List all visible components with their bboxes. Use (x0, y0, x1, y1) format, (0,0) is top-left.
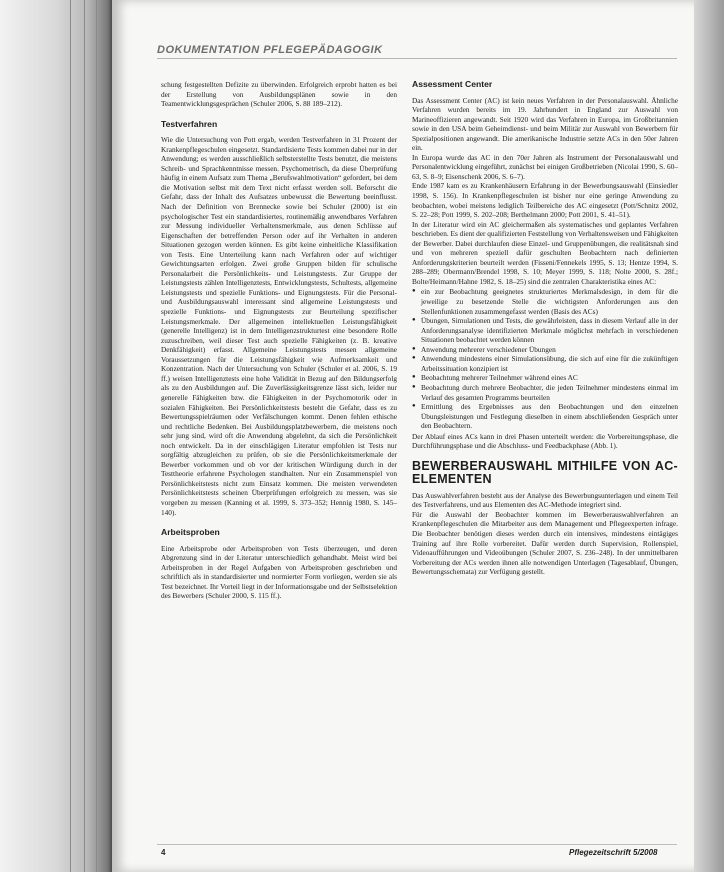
list-item: ● Beobachtung durch mehrere Beobachter, die jeden Teilnehmer mindestens einmal im Verlauf des gesamten Programms beurteilen (412, 383, 678, 402)
testverfahren-text: Wie die Untersuchung von Pott ergab, werden Testverfahren in 31 Prozent der Krankenpflegeschulen eingesetzt. Standardisierte Tests kommen dabei nur in der Anwendung; es werden ausschließlich selbsterstellte Tests benutzt, die meistens Schreib- und Sprachkenntnisse messen. Psychometrisch, da diese Überprüfung häufig in einem Aufsatz zum Thema „Berufswahlmotivation“ gefordert, bei dem die Motivation selbst mit dem Text nicht erfasst werden soll. Beforscht die Gefahr, dass der Inhalt des Aufsatzes unbewusst die Bewertung beeinflusst. Nach der Definition von Brennecke sowie bei Schuler (2000) ist ein psychologischer Test ein standardisiertes, routinemäßig anwendbares Verfahren zur Messung individueller Verhaltensmerkmale, aus denen Schlüsse auf Eigenschaften der betreffenden Person oder auf ihr Verhalten in anderen Situationen gezogen werden können. Es gibt keine einheitliche Klassifikation von Tests. Eine Unterteilung kann nach Verfahren oder auf wichtiger Gewichtungsarten erfolgen. Zwei große Gruppen bilden für schulische Personalarbeit die Persönlichkeits- und Leistungstests. Zur Gruppe der Leistungstests zählen Intelligenztests, Entwicklungstests, Schultests, allgemeine Leistungstests und spezielle Funktions- und Eignungstests. Für die Personal- und Ausbildungsauswahl interessant sind allgemeine Leistungstests und spezielle Funktions- und Eignungstests zur Beurteilung spezifischer Leistungsmerkmale. Der allgemeinen intellektuellen Leistungsfähigkeit (generelle Intelligenz) ist in dem Intelligenzstrukturtest eine besondere Rolle zuzuschreiben, weil dieser Test auch spezielle Fähigkeiten (z. B. kreative Denkfähigkeit) erfasst. Allgemeine Leistungstests messen allgemeine Voraussetzungen für die Leistungsfähigkeit wie Aufmerksamkeit und Konzentration. Nach der Untersuchung von Schuler (Schuler et al. 2006, S. 19 ff.) weisen Intelligenztests eine hohe Validität in Bezug auf den Bildungserfolg als zu den Ausbildungen auf. Die Zuverlässigkeitsgrenze lässt sich, leider nur generelle Fähigkeiten bzw. die Fähigkeiten in der Psychomotorik oder in sozialen Fähigkeiten. Bei Persönlichkeitstests besteht die Gefahr, dass es zu Bewertungsspielräumen oder Verfälschungen kommt. Denen fehlen ethische und rechtliche Bedenken. Bei Ausbildungsplatzbewerbern, die meistens noch sehr jung sind, wird oft die Anwendung abgelehnt, da sich die Persönlichkeit noch entwickelt. Da in der einschlägigen Literatur empfohlen ist Tests nur sorgfältig abzugleichen zu prüfen, ob sie die Persönlichkeitsmerkmale der Bewerber vorkommen und ob vor der kritischen Würdigung durch in der Testtheorie erfahrene Psychologen standhalten. Nur ein Zusammenspiel von Persönlichkeitstests nicht zum Einsatz kommen. Die meisten verwendeten Persönlichkeitstests scheinen Überprüfungen erfolgreich zu messen, was sie vorgeben zu messen (Kanning et al. 1999, S. 373–352; Hennig 1980, S. 145–140). (161, 135, 397, 517)
ac-paragraph: Das Assessment Center (AC) ist kein neues Verfahren in der Personalauswahl. Ähnliche Verfahren wurden bereits im 19. Jahrhundert in England zur Auswahl von Marineoffizieren angewandt. Seit 1920 wird das Verfahren in Europa, im Großbritannien sowie in den USA beim Geheimdienst- und beim Militär zur Auswahl von Bewerbern für Spezialpositionen angewandt. Die amerikanische Industrie setzte ACs in den 50er Jahren ein. (412, 95, 678, 153)
list-item: ● Beobachtung mehrerer Teilnehmer während eines AC (412, 373, 678, 383)
intro-paragraph: schung festgestellten Defizite zu überwinden. Erfolgreich erprobt hatten es bei der Erstellung von Ausbildungsplänen sowie in den Teamentwicklungsgesprächen (Schuler 2006, S. 88 189–212). (161, 80, 397, 109)
section-heading-testverfahren: Testverfahren (161, 118, 218, 129)
running-header: DOKUMENTATION PFLEGEPÄDAGOGIK (157, 44, 383, 56)
ac-paragraph: In Europa wurde das AC in den 70er Jahren als Instrument der Personalauswahl und Personalentwicklung eingeführt, zunächst bei einigen Großbetrieben (Nicolai 1990, S. 60–63, S. 8–9; Eisenschenk 2006, S. 6–7). (412, 152, 678, 181)
footer-rule (157, 844, 677, 845)
page-edge-line (84, 0, 85, 872)
bewerberauswahl-paragraph: Für die Auswahl der Beobachter kommen im Bewerberauswahlverfahren an Krankenpflegeschulen die Mitarbeiter aus dem Management und Pflegeexperten infrage. Die Beobachter benötigen dieses werden durch ein intensives, mindestens eintägiges Training auf ihre Rolle vorbereitet. Dafür werden durch Supervision, Rollenspiel, Videoaufführungen und Videoübungen (Schuler 2007, S. 236–248). In der unmittelbaren Vorbereitung der ACs werden ihnen alle notwendigen Unterlagen (Tagesablauf, Übungen, Bewertungsschemata) zur Verfügung gestellt. (412, 509, 678, 577)
magazine-footer: Pflegezeitschrift 5/2008 (569, 848, 658, 857)
section-heading-bewerberauswahl: BEWERBERAUSWAHL MITHILFE VON AC-ELEMENTEN (412, 458, 678, 486)
list-item: ● Anwendung mehrerer verschiedener Übungen (412, 345, 678, 355)
bewerberauswahl-paragraph: Das Auswahlverfahren besteht aus der Analyse des Bewerbungsunterlagen und einem Teil des Testverfahrens, und aus Elementen des AC-Methode integriert sind. (412, 490, 678, 510)
ac-paragraph: Der Ablauf eines ACs kann in drei Phasen unterteilt werden: die Vorbereitungsphase, die Durchführungsphase und die Abschluss- und Feedbackphase (Abb. 1). (412, 431, 678, 451)
list-item: ● Übungen, Simulationen und Tests, die gewährleisten, dass in diesem Verlauf alle in der Anforderungsanalyse identifizierten Merkmale möglichst mehrfach in verschiedenen Situationen beobachtet werden können (412, 316, 678, 345)
page-number: 4 (161, 848, 166, 857)
ac-paragraph: In der Literatur wird ein AC gleichermaßen als systematisches und geplantes Verfahren beschrieben. Es dient der qualifizierten Feststellung von Verhaltensweisen und Fähigkeiten der Bewerber. Dabei durchlaufen diese Einzel- und Gruppenübungen, die realitätsnah sind und von mehreren speziell dafür geschulten Beobachtern nach definierten Anforderungskriterien beurteilt werden (Fisseni/Fennekels 1995, S. 13; Hentze 1994, S. 288–289; Obermann/Brendel 1998, S. 10; Meyer 1999, S. 118; Nolte 2000, S. 28f.; Bolte/Heimann/Hahne 1982, S. 18–25) sind die zentralen Charakteristika eines AC: (412, 219, 678, 286)
page-edge-line (70, 0, 71, 872)
ac-characteristics-list (412, 287, 678, 430)
right-column (412, 80, 678, 577)
page-edge-line (96, 0, 97, 872)
list-item: ● Ermittlung des Ergebnisses aus den Beobachtungen und den einzelnen Übungsleistungen und Festlegung dieselben in einem abschließenden Gespräch unter den Beobachtern. (412, 402, 678, 431)
section-heading-assessment-center: Assessment Center (412, 79, 493, 89)
ac-paragraph: Ende 1987 kam es zu Krankenhäusern Erfahrung in der Bewerbungsauswahl (Einsiedler 1998, S. 156). In Krankenpflegeschulen ist bisher nur eine geringe Anwendung zu beobachten, wobei meistens lediglich Teilbereiche des AC eingesetzt (Pott/Schnitz 2002, S. 22–28; Pott 1999, S. 202–208; Berthelmann 2000; Pott 2001, S. 41–51). (412, 181, 678, 220)
arbeitsproben-text: Eine Arbeitsprobe oder Arbeitsproben von Tests überzeugen, und deren Abgrenzung sind in der Literatur unterschiedlich gehandhabt. Meist wird bei Arbeitsproben in der Regel Aufgaben von Arbeitsproben geschrieben und schriftlich als in standardisierter und normierter Form vorliegen, werden sie als Test bezeichnet. Ihr Vorteil liegt in der Informationsgabe und der Selbstselektion des Bewerbers (Schuler 2000, S. 115 ff.). (161, 543, 397, 601)
header-rule (157, 58, 677, 59)
right-page-shadow (694, 0, 724, 872)
left-column (161, 80, 397, 601)
section-heading-arbeitsproben: Arbeitsproben (161, 527, 220, 538)
list-item: ● Anwendung mindestens einer Simulationsübung, die sich auf eine für die zukünftigen Arbeitssituation konzipiert ist (412, 354, 678, 373)
list-item: ● ein zur Beobachtung geeignetes strukturiertes Merkmalsdesign, in dem für die jeweilige zu besetzende Stelle die wichtigsten Anforderungen aus den Stellenfunktionen zusammengefasst werden (Basis des ACs) (412, 287, 678, 316)
